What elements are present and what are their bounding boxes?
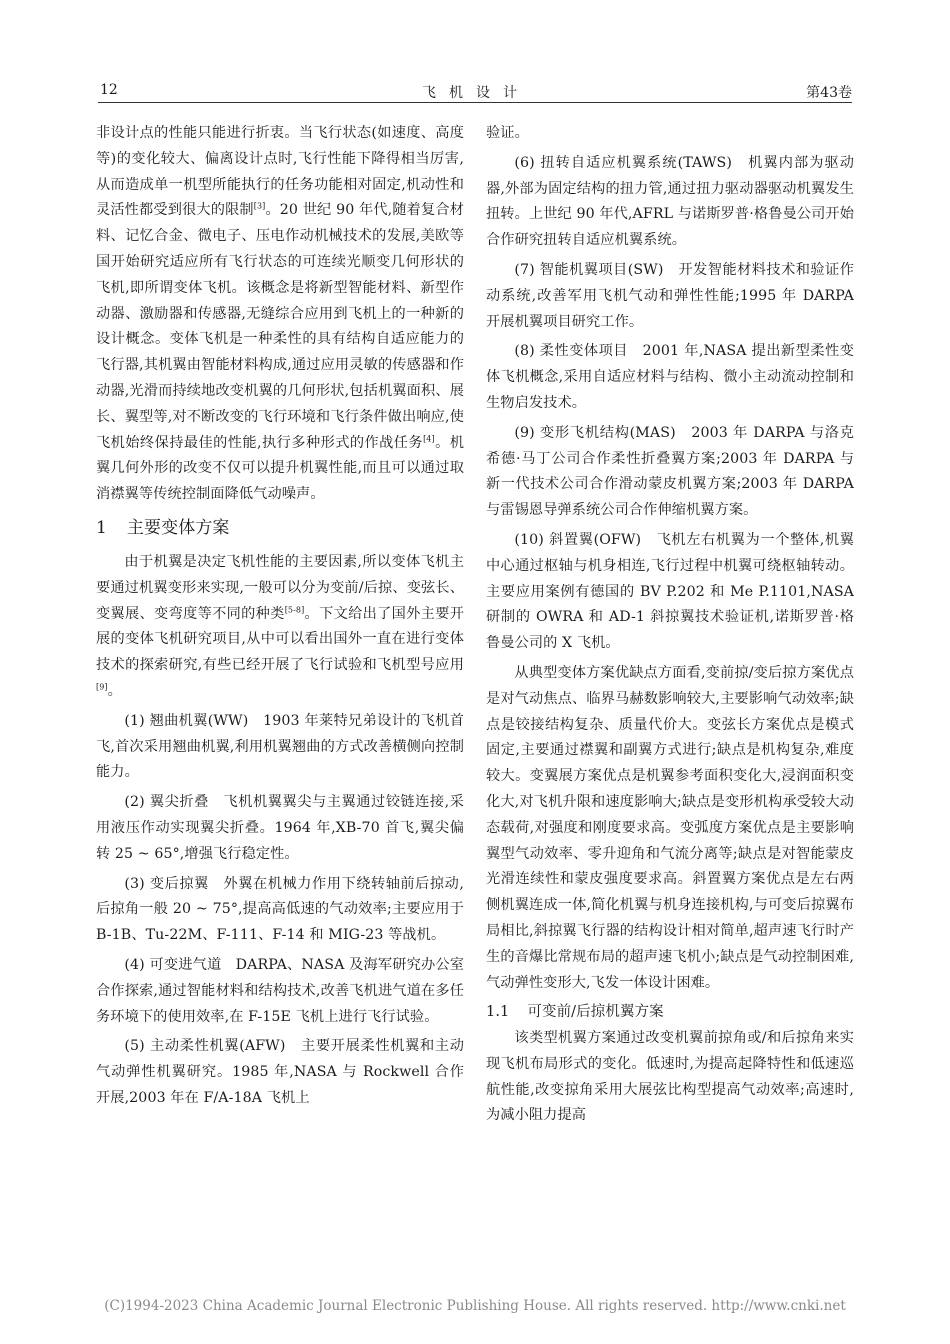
section-1-1-title: 可变前/后掠机翼方案 <box>527 1004 664 1021</box>
right-column <box>486 121 854 1133</box>
citation-3[interactable]: [3] <box>253 201 266 211</box>
copyright-footer: (C)1994-2023 China Academic Journal Electronic Publishing House. All rights reserved. http://www.cnki.net <box>104 1298 846 1314</box>
intro-text-a: 非设计点的性能只能进行折衷。当飞行状态(如速度、高度等)的变化较大、偏离设计点时,飞行性能下降得相当厉害,从而造成单一机型所能执行的任务功能相对固定,机动性和灵活性都受到很大的限制 <box>96 125 464 219</box>
s1-text-b: 。下文给出了国外主要开展的变体飞机研究项目,从中可以看出国外一直在进行变体技术的探索研究,有些已经开展了飞行试验和飞机型号应用 <box>96 605 464 674</box>
journal-title: 飞机设计 <box>422 85 530 101</box>
citation-4[interactable]: [4] <box>423 433 435 443</box>
list-item-3: (3) 变后掠翼 外翼在机械力作用下绕转轴前后掠动,后掠角一般 20 ~ 75°,提高高低速的气动效率;主要应用于 B-1B、Tu-22M、F-111、F-14 和 MIG-23 等战机。 <box>96 875 464 944</box>
intro-text-c: 。机翼几何外形的改变不仅可以提升机翼性能,而且可以通过取消襟翼等传统控制面降低气动噪声。 <box>96 434 465 503</box>
volume-label: 第43卷 <box>806 85 852 101</box>
header-rule <box>98 102 852 103</box>
left-column <box>96 121 464 1116</box>
section-1-1-heading <box>486 1000 854 1026</box>
list-item-5-continued: 验证。 <box>486 125 529 141</box>
intro-paragraph <box>96 121 464 508</box>
list-item-7: (7) 智能机翼项目(SW) 开发智能材料技术和验证作动系统,改善军用飞机气动和弹性性能;1995 年 DARPA 开展机翼项目研究工作。 <box>486 261 854 330</box>
citation-9[interactable]: [9] <box>96 682 108 692</box>
list-item-8: (8) 柔性变体项目 2001 年,NASA 提出新型柔性变体飞机概念,采用自适应材料与结构、微小主动流动控制和生物启发技术。 <box>486 343 854 411</box>
section-1-number: 1 <box>96 517 107 538</box>
section-1-1-paragraph: 该类型机翼方案通过改变机翼前掠角或/和后掠角来实现飞机布局形式的变化。低速时,为提高起降特性和低速巡航性能,改变掠角采用大展弦比构型提高气动效率;高速时,为减小阻力提高 <box>486 1030 854 1124</box>
section-1-heading <box>96 514 464 542</box>
section-1-paragraph <box>96 550 464 705</box>
running-header <box>100 82 852 104</box>
list-item-10: (10) 斜置翼(OFW) 飞机左右机翼为一个整体,机翼中心通过枢轴与机身相连,飞行过程中机翼可绕枢轴转动。主要应用案例有德国的 BV P.202 和 Me P.1101,NASA 研制的 OWRA 和 AD-1 斜掠翼技术验证机,诺斯罗普·格鲁曼公司的 X 飞机。 <box>486 531 854 652</box>
list-item-4: (4) 可变进气道 DARPA、NASA 及海军研究办公室合作探索,通过智能材料和结构技术,改善飞机进气道在多任务环境下的使用效率,在 F-15E 飞机上进行飞行试验。 <box>96 956 464 1025</box>
list-item-6: (6) 扭转自适应机翼系统(TAWS) 机翼内部为驱动器,外部为固定结构的扭力管,通过扭力驱动器驱动机翼发生扭转。上世纪 90 年代,AFRL 与诺斯罗普·格鲁曼公司开始合作研究扭转自适应机翼系统。 <box>486 154 854 249</box>
citation-5-8[interactable]: [5-8] <box>284 604 305 614</box>
list-item-2: (2) 翼尖折叠 飞机机翼翼尖与主翼通过铰链连接,采用液压作动实现翼尖折叠。1964 年,XB-70 首飞,翼尖偏转 25 ~ 65°,增强飞行稳定性。 <box>96 794 464 862</box>
page-number: 12 <box>100 82 118 98</box>
section-1-title: 主要变体方案 <box>126 517 230 538</box>
comparison-paragraph: 从典型变体方案优缺点方面看,变前掠/变后掠方案优点是对气动焦点、临界马赫数影响较大,主要影响气动效率;缺点是铰接结构复杂、质量代价大。变弦长方案优点是模式固定,主要通过襟翼和副翼方式进行;缺点是机构复杂,难度较大。变翼展方案优点是机翼参考面积变化大,浸润面积变化大,对飞机升限和速度影响大;缺点是变形机构承受较大动态载荷,对强度和刚度要求高。变弧度方案优点是主要影响翼型气动效率、零升迎角和气流分离等;缺点是对智能蒙皮光滑连续性和蒙皮强度要求高。斜置翼方案优点是左右两侧机翼连成一体,简化机翼与机身连接机构,与可变后掠翼布局相比,斜掠翼飞行器的结构设计相对简单,超声速飞行时产生的音爆比常规布局的超声速飞机小;缺点是气动控制困难,气动弹性变形大,飞发一体设计困难。 <box>486 664 854 991</box>
s1-text-c: 。 <box>107 682 122 699</box>
section-1-1-number: 1.1 <box>486 1004 510 1021</box>
list-item-1: (1) 翘曲机翼(WW) 1903 年莱特兄弟设计的飞机首飞,首次采用翘曲机翼,利用机翼翘曲的方式改善横侧向控制能力。 <box>96 712 464 781</box>
intro-text-b: 。20 世纪 90 年代,随着复合材料、记忆合金、微电子、压电作动机械技术的发展,美欧等国开始研究适应所有飞行状态的可连续光顺变几何形状的飞机,即所谓变体飞机。该概念是将新型智能材料、新型作动器、激励器和传感器,无缝综合应用到飞机上的一种新的设计概念。变体飞机是一种柔性的具有结构自适应能力的飞行器,其机翼由智能材料构成,通过应用灵敏的传感器和作动器,光滑而持续地改变机翼的几何形状,包括机翼面积、展长、翼型等,对不断改变的飞行环境和飞行条件做出响应,使飞机始终保持最佳的性能,执行多种形式的作战任务 <box>96 202 464 451</box>
s1-text-a: 由于机翼是决定飞机性能的主要因素,所以变体飞机主要通过机翼变形来实现,一般可以分为变前/后掠、变弦长、变翼展、变弯度等不同的种类 <box>96 553 464 622</box>
list-item-9: (9) 变形飞机结构(MAS) 2003 年 DARPA 与洛克希德·马丁公司合作柔性折叠翼方案;2003 年 DARPA 与新一代技术公司合作滑动蒙皮机翼方案;2003 年 DARPA 与雷锡恩导弹系统公司合作伸缩机翼方案。 <box>486 424 854 519</box>
list-item-5: (5) 主动柔性机翼(AFW) 主要开展柔性机翼和主动气动弹性机翼研究。1985 年,NASA 与 Rockwell 合作开展,2003 年在 F/A-18A 飞机上 <box>96 1038 464 1106</box>
